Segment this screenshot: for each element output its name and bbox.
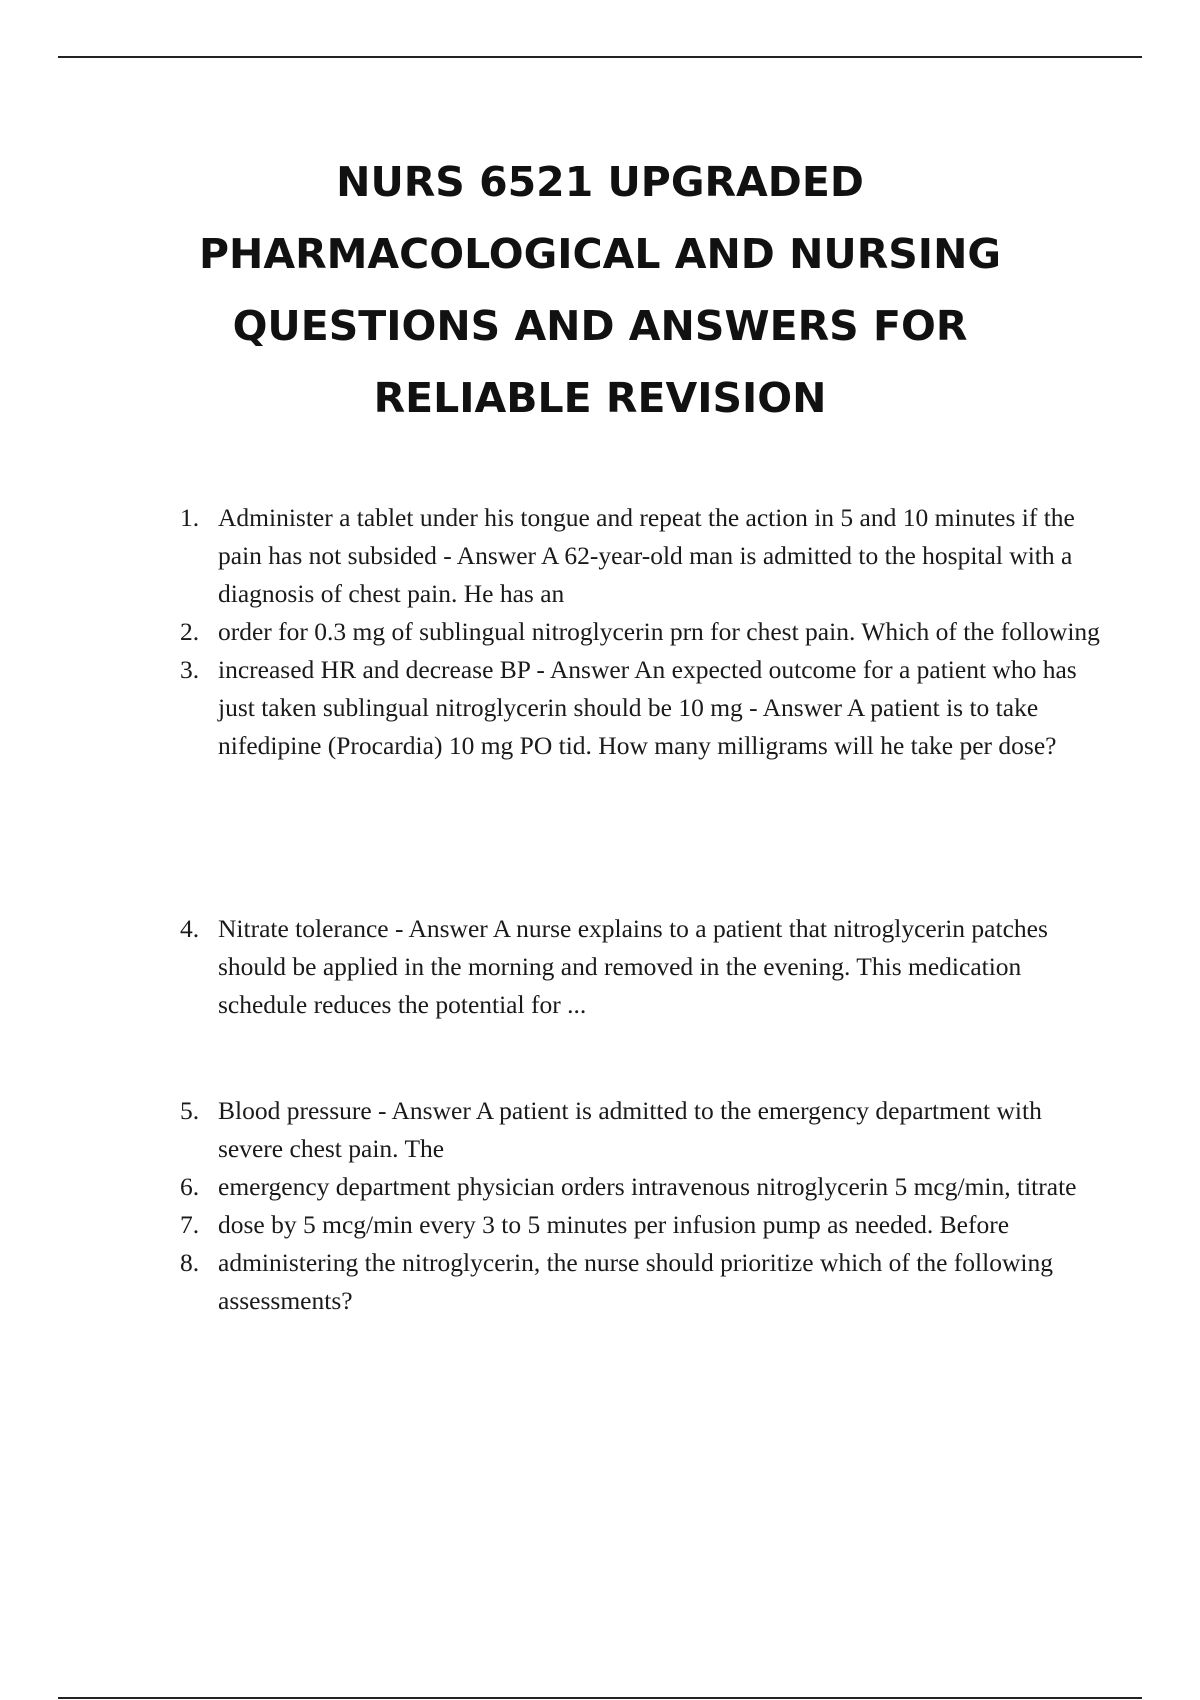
title-line: RELIABLE REVISION bbox=[373, 374, 827, 422]
item-text: administering the nitroglycerin, the nurse should prioritize which of the following assessments? bbox=[218, 1248, 1053, 1315]
title-line: QUESTIONS AND ANSWERS FOR bbox=[232, 302, 968, 350]
item-text: increased HR and decrease BP - Answer An expected outcome for a patient who has just taken sublingual nitroglycerin should be 10 mg - Answer A patient is to take nifedipine (Procardia) 10 mg PO tid. How many milligrams will he take per dose? bbox=[218, 655, 1077, 760]
item-number: 4. bbox=[180, 914, 200, 943]
item-number: 6. bbox=[180, 1172, 200, 1201]
question-list bbox=[180, 1092, 1100, 1320]
title-line: PHARMACOLOGICAL AND NURSING bbox=[198, 230, 1002, 278]
list-item bbox=[180, 1092, 1100, 1168]
list-item bbox=[180, 1206, 1100, 1244]
document-title bbox=[180, 146, 1020, 434]
item-number: 7. bbox=[180, 1210, 200, 1239]
item-number: 2. bbox=[180, 617, 200, 646]
question-list bbox=[180, 499, 1100, 765]
item-number: 3. bbox=[180, 655, 200, 684]
item-text: order for 0.3 mg of sublingual nitroglycerin prn for chest pain. Which of the following bbox=[218, 617, 1100, 646]
list-item bbox=[180, 910, 1100, 1024]
title-line: NURS 6521 UPGRADED bbox=[336, 158, 864, 206]
question-list bbox=[180, 910, 1100, 1024]
item-text: emergency department physician orders intravenous nitroglycerin 5 mcg/min, titrate bbox=[218, 1172, 1077, 1201]
item-text: dose by 5 mcg/min every 3 to 5 minutes per infusion pump as needed. Before bbox=[218, 1210, 1010, 1239]
item-text: Nitrate tolerance - Answer A nurse explains to a patient that nitroglycerin patches should be applied in the morning and removed in the evening. This medication schedule reduces the potential for ... bbox=[218, 914, 1048, 1019]
item-text: Blood pressure - Answer A patient is admitted to the emergency department with severe chest pain. The bbox=[218, 1096, 1042, 1163]
top-rule bbox=[58, 56, 1142, 58]
list-item bbox=[180, 651, 1100, 765]
list-item bbox=[180, 1168, 1100, 1206]
list-item bbox=[180, 613, 1100, 651]
item-number: 5. bbox=[180, 1096, 200, 1125]
item-number: 1. bbox=[180, 503, 200, 532]
list-item bbox=[180, 499, 1100, 613]
list-item bbox=[180, 1244, 1100, 1320]
bottom-rule bbox=[58, 1697, 1142, 1699]
item-text: Administer a tablet under his tongue and repeat the action in 5 and 10 minutes if the pain has not subsided - Answer A 62-year-old man is admitted to the hospital with a diagnosis of chest pain. He has an bbox=[218, 503, 1075, 608]
item-number: 8. bbox=[180, 1248, 200, 1277]
